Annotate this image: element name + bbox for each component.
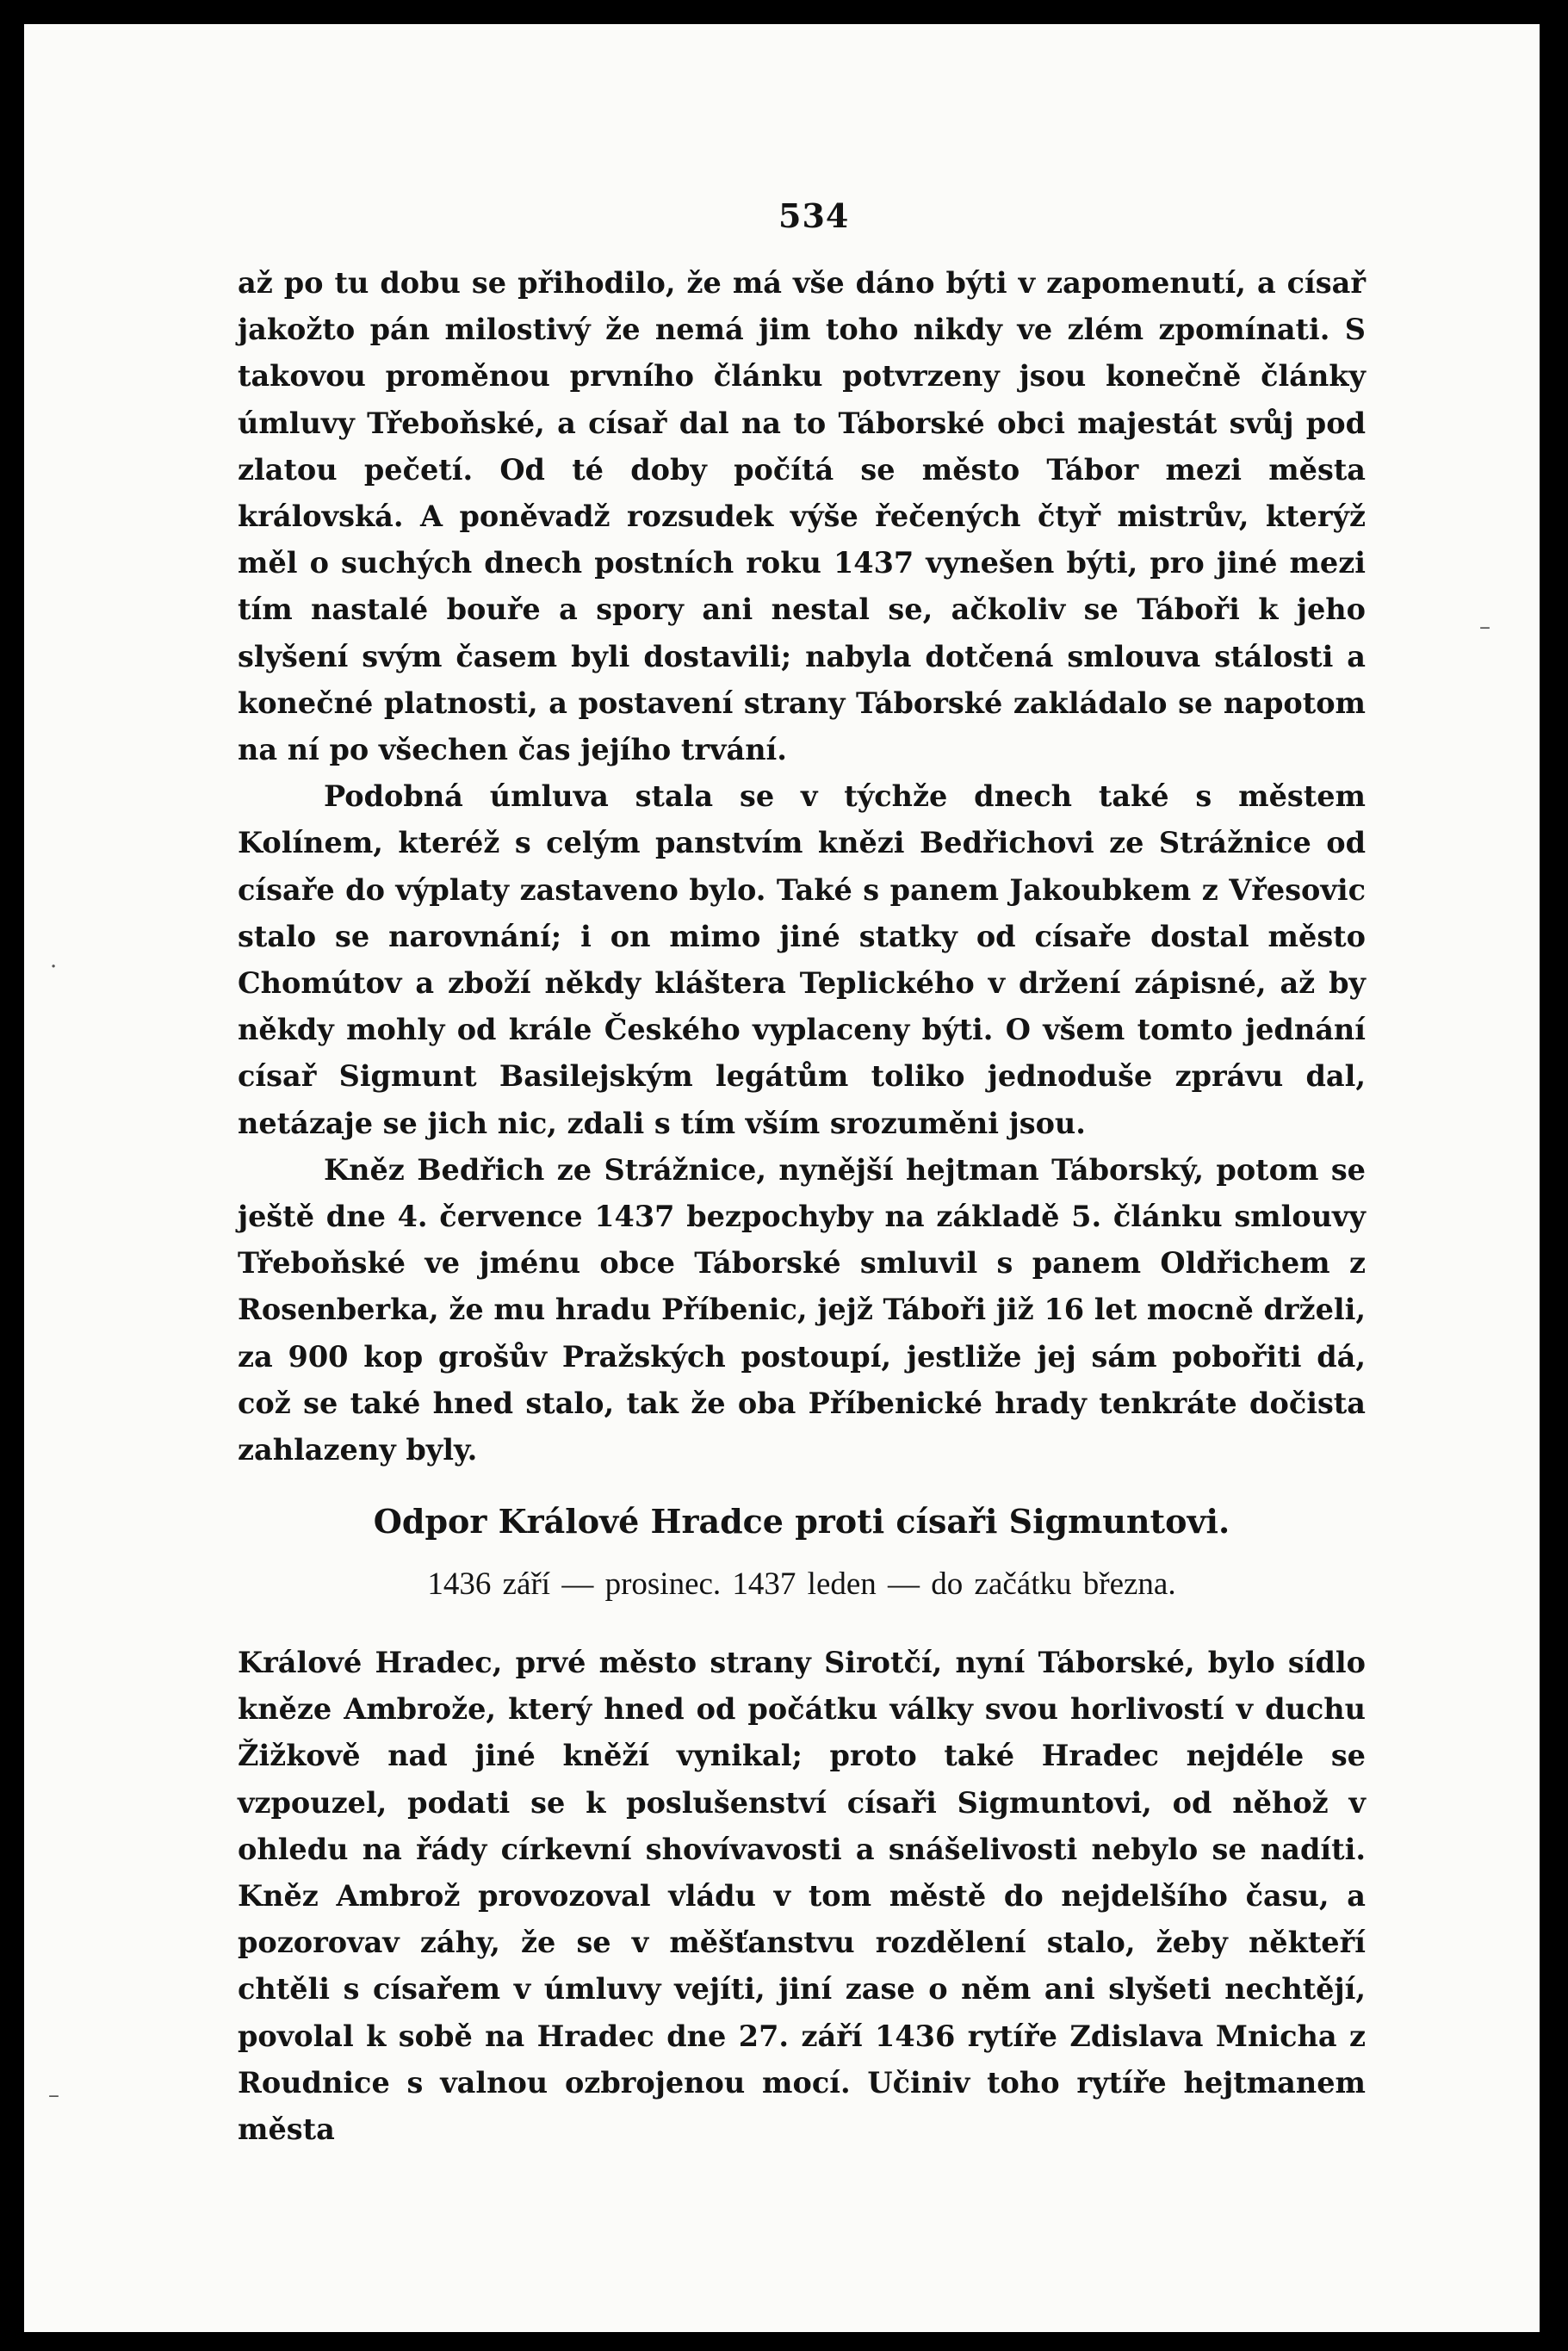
page-number: 534	[778, 196, 850, 235]
body-text-part2	[238, 1640, 1366, 2153]
scan-speck: ·	[50, 954, 58, 980]
paragraph: Králové Hradec, prvé město strany Sirotčí, nyní Táborské, bylo sídlo kněze Ambrože, který hned od počátku války svou horlivostí v duchu Žižkově nad jiné kněží vynikal; proto také Hradec nejdéle se vzpouzel, podati se k poslušenství císaři Sigmuntovi, od něhož v ohledu na řády církevní shovívavosti a snášelivosti nebylo se nadíti. Kněz Ambrož provozoval vládu v tom městě do nejdelšího času, a pozorovav záhy, že se v měšťanstvu rozdělení stalo, žeby někteří chtěli s císařem v úmluvy vejíti, jiní zase o něm ani slyšeti nechtějí, povolal k sobě na Hradec dne 27. září 1436 rytíře Zdislava Mnicha z Roudnice s valnou ozbrojenou mocí. Učiniv toho rytíře hejtmanem města	[238, 1646, 1366, 2147]
paragraph: Kněz Bedřich ze Strážnice, nynější hejtman Táborský, potom se ještě dne 4. července 1437 bezpochyby na základě 5. článku smlouvy Třeboňské ve jménu obce Táborské smluvil s panem Oldřichem z Rosenberka, že mu hradu Příbenic, jejž Táboři již 16 let mocně drželi, za 900 kop grošův Pražských postoupí, jestliže jej sám pobořiti dá, což se také hned stalo, tak že oba Příbenické hrady tenkráte dočista zahlazeny byly.	[238, 1152, 1366, 1467]
paragraph: Podobná úmluva stala se v týchže dnech také s městem Kolínem, kteréž s celým panstvím knězi Bedřichovi ze Strážnice od císaře do výplaty zastaveno bylo. Také s panem Jakoubkem z Vřesovic stalo se narovnání; i on mimo jiné statky od císaře dostal město Chomútov a zboží někdy kláštera Teplického v držení zápisné, až by někdy mohly od krále Českého vyplaceny býti. O všem tomto jednání císař Sigmunt Basilejským legátům toliko jednoduše zprávu dal, netázaje se jich nic, zdali s tím vším srozuměni jsou.	[238, 779, 1366, 1140]
scan-speck: –	[1479, 614, 1491, 640]
section-dateline: 1436 září — prosinec. 1437 leden — do začátku března.	[427, 1566, 1176, 1602]
scan-speck: –	[48, 2082, 59, 2108]
book-page	[24, 24, 1540, 2332]
paragraph: až po tu dobu se přihodilo, že má vše dáno býti v zapomenutí, a císař jakožto pán milostivý že nemá jim toho nikdy ve zlém zpomínati. S takovou proměnou prvního článku potvrzeny jsou konečně články úmluvy Třeboňské, a císař dal na to Táborské obci majestát svůj pod zlatou pečetí. Od té doby počítá se město Tábor mezi města královská. A poněvadž rozsudek výše řečených čtyř mistrův, kterýž měl o suchých dnech postních roku 1437 vynešen býti, pro jiné mezi tím nastalé bouře a spory ani nestal se, ačkoliv se Táboři k jeho slyšení svým časem byli dostavili; nabyla dotčená smlouva stálosti a konečné platnosti, a postavení strany Táborské zakládalo se napotom na ní po všechen čas jejího trvání.	[238, 266, 1366, 767]
body-text-part1	[238, 260, 1366, 1473]
section-heading: Odpor Králové Hradce proti císaři Sigmuntovi.	[373, 1502, 1230, 1541]
